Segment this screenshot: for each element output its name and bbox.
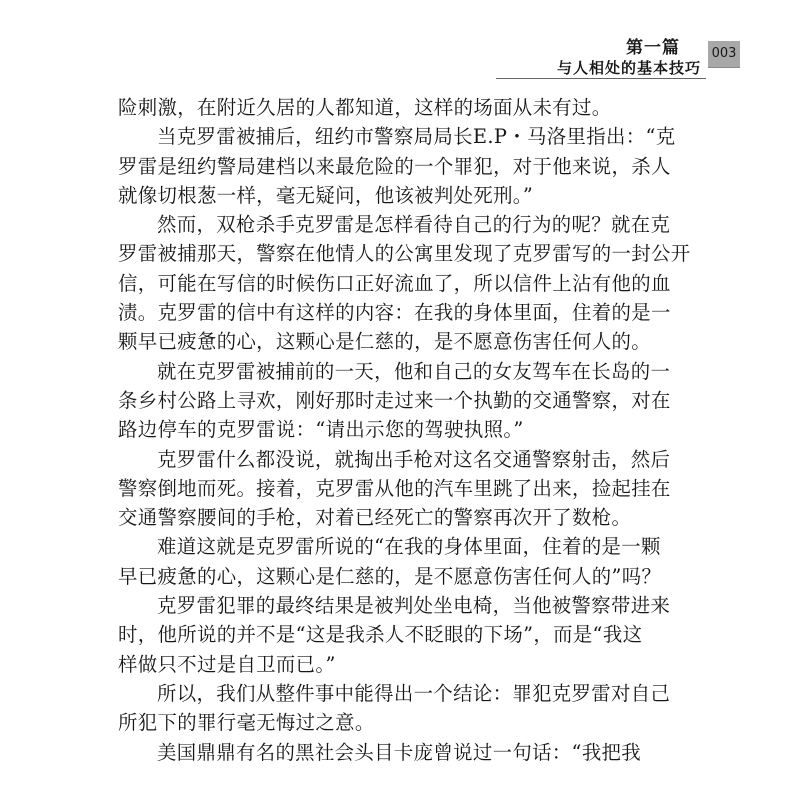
text-line: 路边停车的克罗雷说：“请出示您的驾驶执照。” <box>118 418 524 442</box>
text-line: 美国鼎鼎有名的黑社会头目卡庞曾说过一句话：“我把我 <box>157 740 642 764</box>
text-line: 时，他所说的并不是“这是我杀人不眨眼的下场”，而是“我这 <box>118 623 643 647</box>
text-line: 信，可能在写信的时候伤口正好流血了，所以信件上沾有他的血 <box>118 271 671 295</box>
section-title: 与人相处的基本技巧 <box>556 59 701 77</box>
body-text <box>118 93 706 767</box>
text-line: 险刺激，在附近久居的人都知道，这样的场面从未有过。 <box>118 96 612 119</box>
text-line: 警察倒地而死。接着，克罗雷从他的汽车里跳了出来，捡起挂在 <box>118 476 671 500</box>
page-header <box>0 30 800 90</box>
text-line: 颗早已疲惫的心，这颗心是仁慈的，是不愿意伤害任何人的。 <box>118 330 651 354</box>
text-line: 克罗雷犯罪的最终结果是被判处坐电椅，当他被警察带进来 <box>157 594 671 618</box>
text-line: 渍。克罗雷的信中有这样的内容：在我的身体里面，住着的是一 <box>118 301 671 325</box>
text-line: 当克罗雷被捕后，纽约市警察局局长E.P・马洛里指出：“克 <box>157 125 676 149</box>
text-line: 样做只不过是自卫而已。” <box>118 652 336 676</box>
text-line: 然而，双枪杀手克罗雷是怎样看待自己的行为的呢？就在克 <box>157 213 671 237</box>
text-line: 难道这就是克罗雷所说的“在我的身体里面，住着的是一颗 <box>157 535 661 559</box>
header-rule <box>496 78 706 79</box>
text-line: 就在克罗雷被捕前的一天，他和自己的女友驾车在长岛的一 <box>157 359 671 383</box>
text-line: 早已疲惫的心，这颗心是仁慈的，是不愿意伤害任何人的”吗？ <box>118 564 662 588</box>
text-line: 交通警察腰间的手枪，对着已经死亡的警察再次开了数枪。 <box>118 506 632 530</box>
text-line: 罗雷是纽约警局建档以来最危险的一个罪犯，对于他来说，杀人 <box>118 154 671 178</box>
text-line: 所犯下的罪行毫无悔过之意。 <box>118 711 375 735</box>
page-number: 003 <box>708 41 740 68</box>
text-line: 就像切根葱一样，毫无疑问，他该被判处死刑。” <box>118 183 534 207</box>
text-line: 条乡村公路上寻欢，刚好那时走过来一个执勤的交通警察，对在 <box>118 388 671 412</box>
text-line: 罗雷被捕那天，警察在他情人的公寓里发现了克罗雷写的一封公开 <box>118 242 691 266</box>
chapter-label: 第一篇 <box>626 38 680 58</box>
text-line: 克罗雷什么都没说，就掏出手枪对这名交通警察射击，然后 <box>157 447 671 471</box>
text-line: 所以，我们从整件事中能得出一个结论：罪犯克罗雷对自己 <box>157 681 671 705</box>
